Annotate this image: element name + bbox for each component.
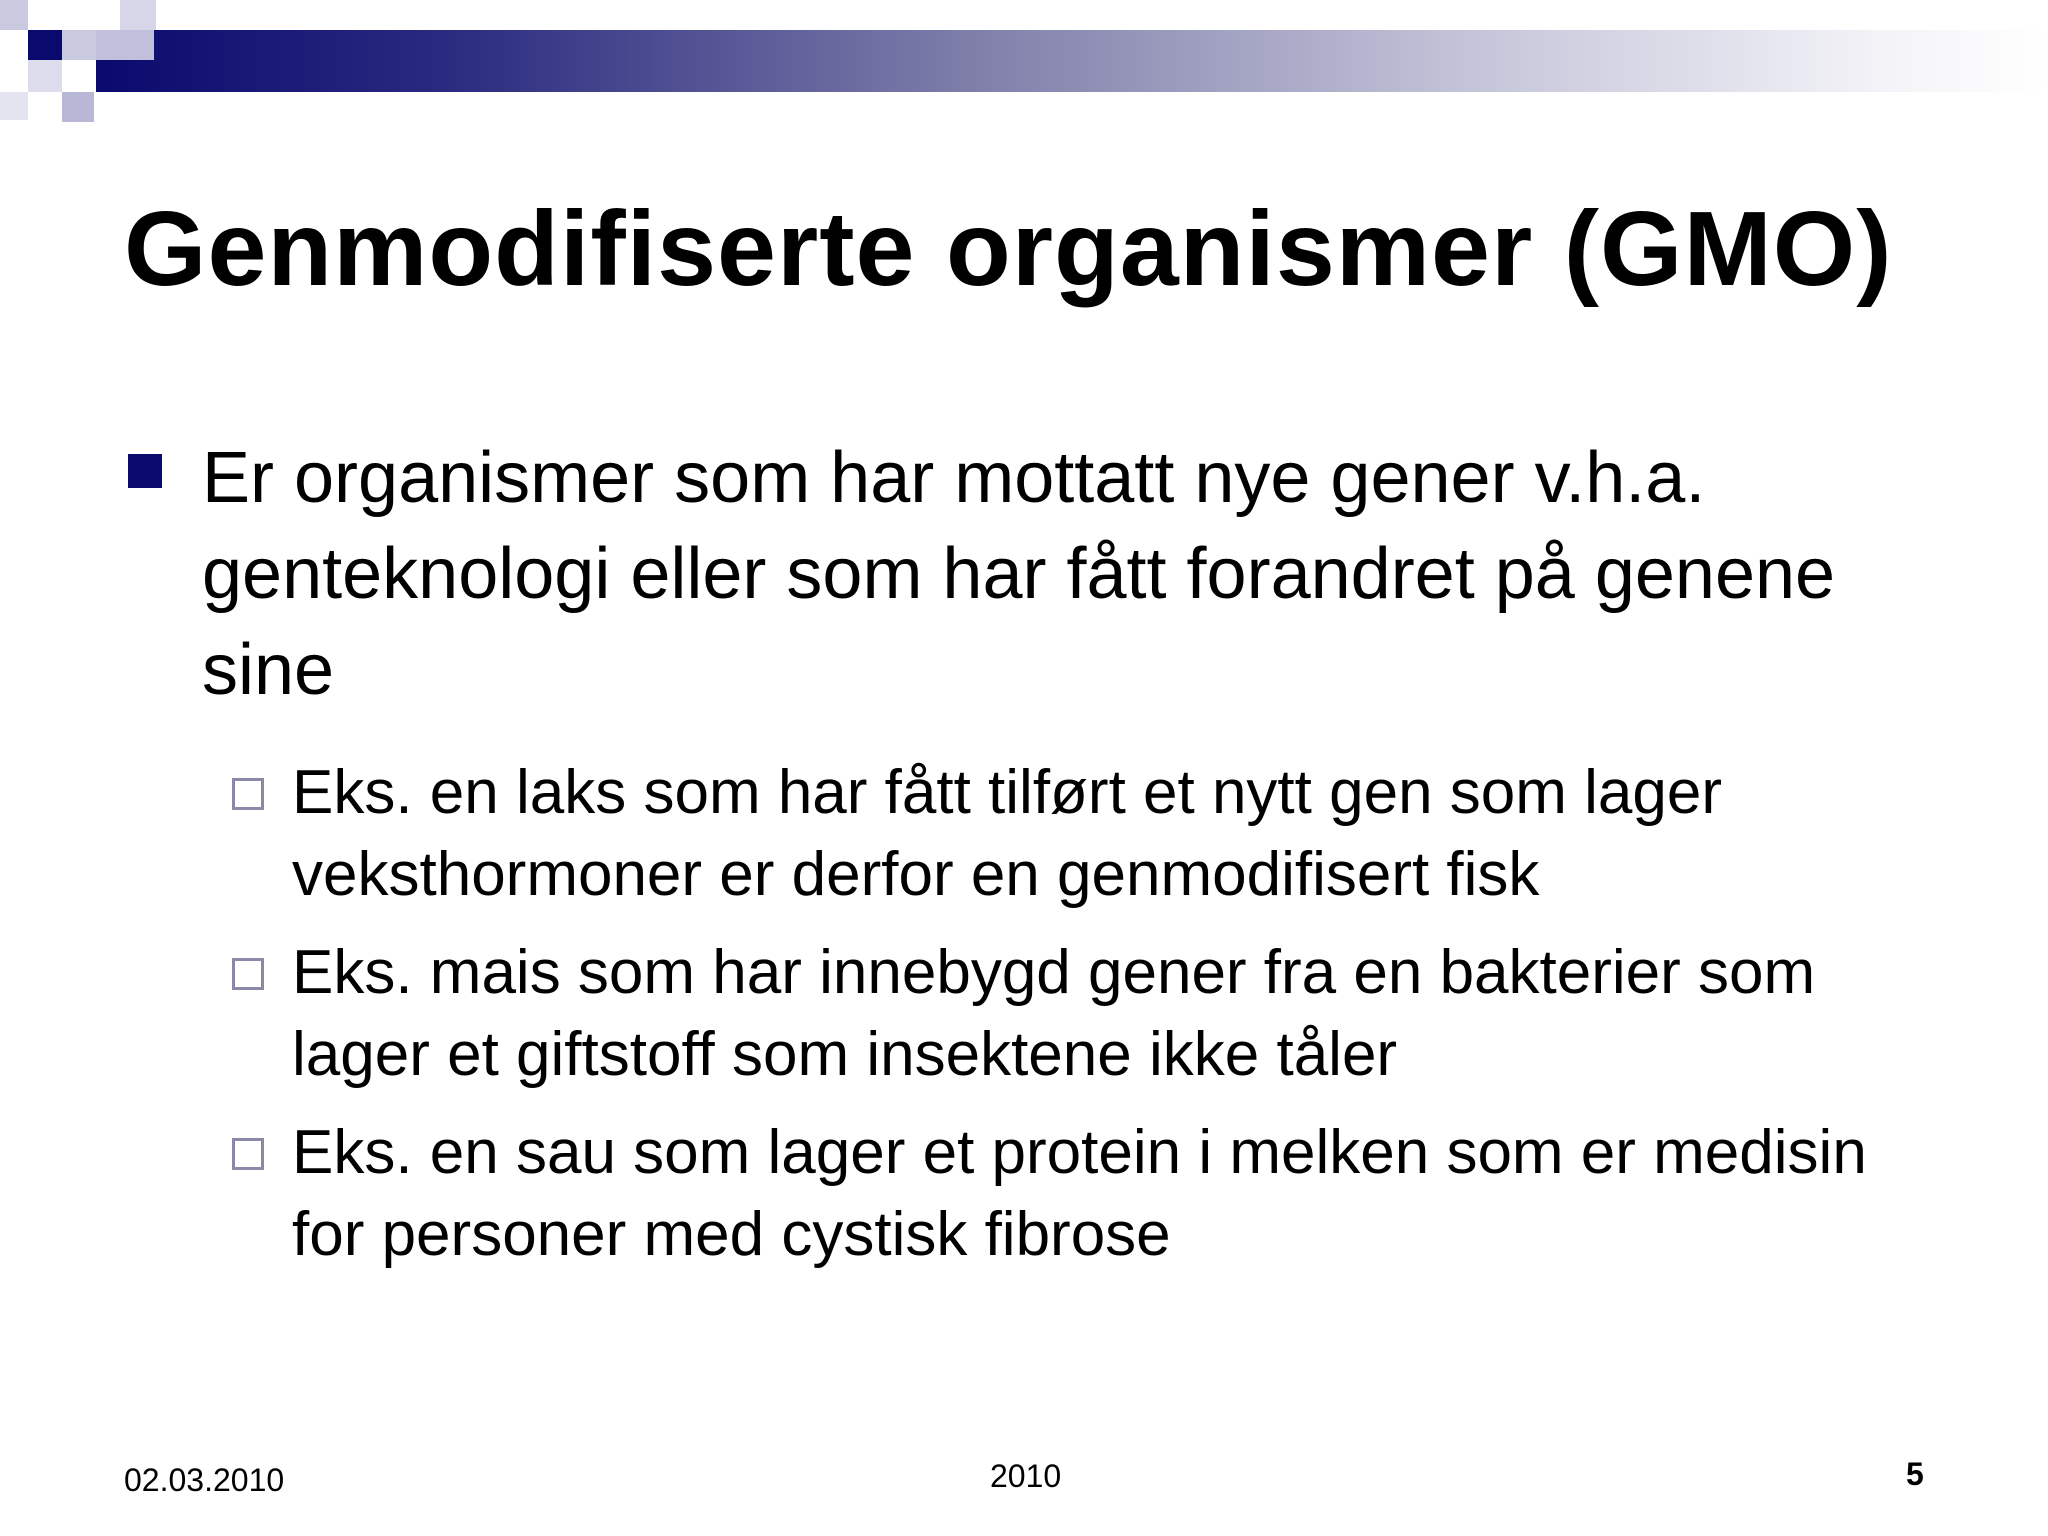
- decorative-square: [28, 30, 62, 60]
- footer-date: 02.03.2010: [124, 1462, 285, 1498]
- decorative-square: [120, 0, 156, 30]
- decorative-square: [96, 30, 154, 60]
- decorative-square: [62, 30, 96, 60]
- decorative-square: [0, 0, 28, 30]
- decorative-square: [62, 92, 94, 122]
- decorative-square: [28, 60, 62, 92]
- hollow-square-bullet-icon: [232, 778, 264, 810]
- sub-bullet-text: Eks. en laks som har fått tilført et nytt gen som lager veksthormoner er derfor en genmodifisert fisk: [292, 758, 1722, 909]
- bullet-text: Er organismer som har mottatt nye gener v.h.a. genteknologi eller som har fått forandret på genene sine: [202, 438, 1836, 710]
- hollow-square-bullet-icon: [232, 1138, 264, 1170]
- sub-bullet-text: Eks. mais som har innebygd gener fra en bakterier som lager et giftstoff som insektene ikke tåler: [292, 938, 1816, 1089]
- header-gradient-bar: [96, 30, 2048, 92]
- slide-title: Genmodifiserte organismer (GMO): [124, 190, 1893, 308]
- footer-center-text: 2010: [990, 1458, 1062, 1494]
- page-number: 5: [1906, 1456, 1924, 1492]
- sub-bullet-text: Eks. en sau som lager et protein i melken som er medisin for personer med cystisk fibrose: [292, 1118, 1867, 1269]
- hollow-square-bullet-icon: [232, 958, 264, 990]
- filled-square-bullet-icon: [128, 454, 162, 488]
- decorative-square: [0, 92, 28, 120]
